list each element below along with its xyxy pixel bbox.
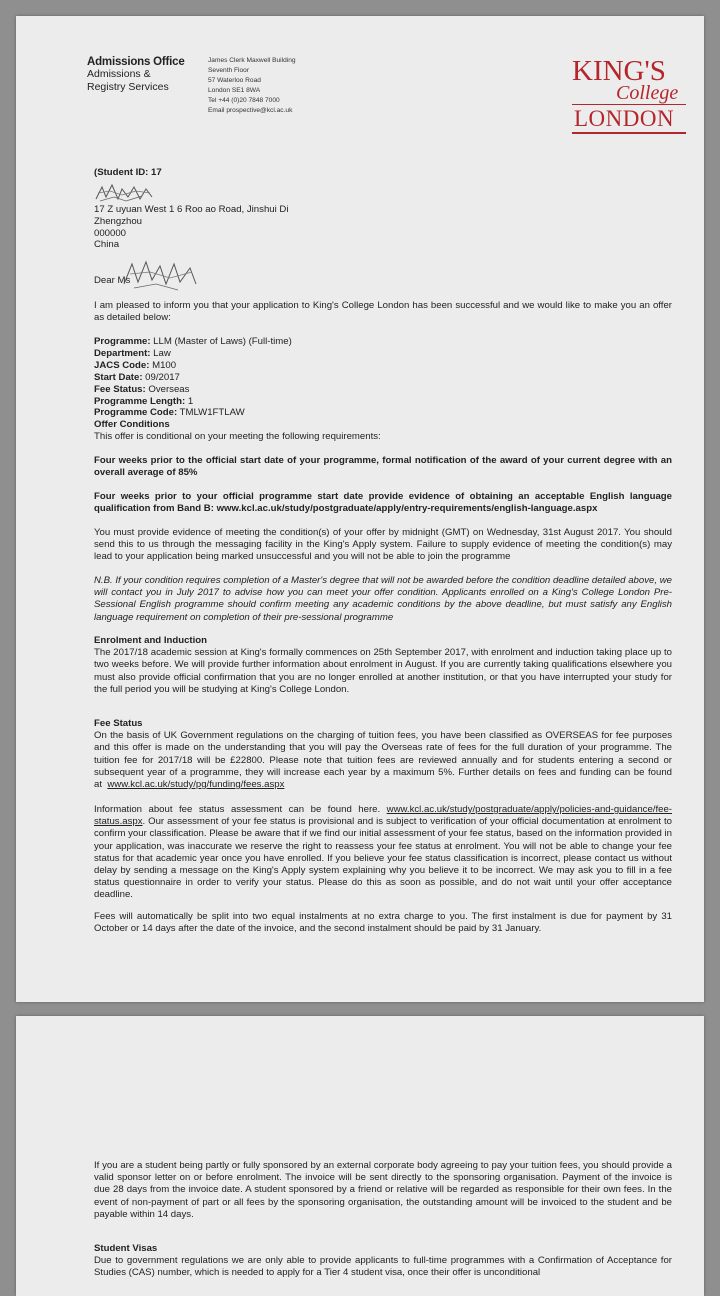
- enrolment-heading: Enrolment and Induction: [94, 635, 207, 646]
- office-subtitle-2: Registry Services: [87, 81, 169, 93]
- address-line: Seventh Floor: [208, 67, 250, 75]
- logo-rule: [572, 104, 686, 105]
- fee-status-section: [94, 718, 672, 791]
- programme-details: [94, 336, 672, 443]
- detail-label: Programme Length:: [94, 395, 186, 407]
- detail-value: Law: [150, 347, 171, 359]
- fees-link[interactable]: www.kcl.ac.uk/study/pg/funding/fees.aspx: [107, 779, 285, 791]
- condition-2: Four weeks prior to your official programme start date provide evidence of obtaining an acceptable English language qualification from Band B: www.kcl.ac.uk/study/postgraduate/apply/entry-requirements/english-language.aspx: [94, 491, 672, 515]
- logo-rule: [572, 132, 686, 134]
- intro-paragraph: I am pleased to inform you that your application to King's College London has been successful and we would like to make you an offer as detailed below:: [94, 300, 672, 324]
- address-city: Zhengzhou: [94, 215, 143, 227]
- logo-kings: KING'S: [572, 55, 666, 87]
- sponsor-paragraph: If you are a student being partly or fully sponsored by an external corporate body agreeing to pay your tuition fees, you should provide a valid sponsor letter on or before enrolment. The invoice will be sent directly to the sponsoring organisation. Payment of the invoice is due 28 days from the invoice date. A student sponsored by a friend or relative will be regarded as responsible for their own fees. In the event of non-payment of part or all fees by the sponsoring organisation, the outstanding amount will be invoiced to the student and be payable within 14 days.: [94, 1160, 672, 1220]
- office-title: Admissions Office: [87, 56, 185, 68]
- detail-value: 1: [185, 395, 194, 407]
- enrolment-text: The 2017/18 academic session at King's formally commences on 25th September 2017, with enrolment and induction taking place up to two weeks before. We will provide further information about enrolment in August. If you are currently taking qualifications elsewhere you must also provide official confirmation that you are no longer enrolled at another institution, or that you have interrupted your study for the full period you will be studying at King's College London.: [94, 647, 672, 695]
- address-line: Tel +44 (0)20 7848 7000: [208, 97, 280, 105]
- fee-text-3: Fees will automatically be split into two equal instalments at no extra charge to you. The first instalment is due for payment by 31 October or 14 days after the date of the invoice, and the second instalment should be paid by 31 January.: [94, 911, 672, 935]
- detail-label: Department:: [94, 347, 151, 359]
- detail-row: [94, 384, 672, 396]
- address-line-1: 17 Z uyuan West 1 6 Roo ao Road, Jinshui Di: [94, 204, 289, 215]
- fee-text-2-body: . Our assessment of your fee status is provisional and is subject to verification of your official documentation at enrolment to confirm your classification. Please be aware that if we find our initial assessment of your fee status, based on the information provided in your application, was inaccurate we reserve the right to reassess your fee status at enrolment. You will not be able to change your fee status for that academic year once you have enrolled. If you believe your fee status classification is incorrect, please contact us without delay by sending a message on the King's Apply system explaining why you believe it to be incorrect. We may ask you to fill in a fee status questionnaire in order to verify your status. Please do this as soon as possible, and do not wait until your offer acceptance deadline.: [94, 816, 672, 901]
- recipient-block: [94, 167, 394, 179]
- fee-text-1: [94, 730, 672, 791]
- logo-london: LONDON: [574, 106, 675, 131]
- fee-text-2: Information about fee status assessment can be found here. www.kcl.ac.uk/study/postgraduate/apply/policies-and-guidance/fee-status.aspx. Our assessment of your fee status is provisional and is subject to verification of your official documentation at enrolment to confirm your classification. Please be aware that if we find our initial assessment of your fee status, based on the information provided in your application, was inaccurate we reserve the right to reassess your fee status at enrolment. You will not be able to change your fee status for that academic year once you have enrolled. If you believe your fee status classification is incorrect, please contact us without delay by sending a message on the King's Apply system explaining why you believe it to be incorrect. We may ask you to fill in a fee status questionnaire in order to verify your status. Please do this as soon as possible, and do not wait until your offer acceptance deadline.: [94, 804, 672, 901]
- detail-row: [94, 360, 672, 372]
- office-subtitle-1: Admissions &: [87, 68, 151, 80]
- offer-conditions-heading: Offer Conditions: [94, 419, 170, 431]
- detail-value: TMLW1FTLAW: [177, 407, 245, 419]
- fee-status-heading: Fee Status: [94, 718, 143, 729]
- logo-college: College: [616, 82, 679, 104]
- detail-row: [94, 336, 672, 348]
- redaction-scribble: [120, 254, 200, 294]
- student-visas-heading: Student Visas: [94, 1243, 158, 1254]
- letter-page-2: [16, 1016, 704, 1296]
- detail-label: Programme Code:: [94, 407, 178, 419]
- address-line: Email prospective@kcl.ac.uk: [208, 107, 293, 115]
- kings-college-london-logo: [572, 55, 686, 135]
- salutation: Dear Ms: [94, 275, 131, 286]
- detail-value: Overseas: [145, 383, 190, 395]
- detail-label: Start Date:: [94, 371, 143, 383]
- letter-page-1: [16, 16, 704, 1002]
- redaction-scribble: [92, 181, 156, 205]
- detail-row: [94, 407, 672, 419]
- fee-status-link[interactable]: www.kcl.ac.uk/study/postgraduate/apply/policies-and-guidance/fee-status.aspx: [94, 804, 672, 828]
- student-visas-text: Due to government regulations we are only able to provide applicants to full-time programmes with a Confirmation of Acceptance for Studies (CAS) number, which is needed to apply for a Tier 4 student visa, once their offer is unconditional: [94, 1255, 672, 1279]
- enrolment-section: [94, 635, 672, 696]
- address-postcode: 000000: [94, 227, 127, 239]
- detail-label: Programme:: [94, 336, 151, 347]
- detail-row: [94, 396, 672, 408]
- offer-conditions-text: This offer is conditional on your meeting the following requirements:: [94, 431, 381, 443]
- address-line: James Clerk Maxwell Building: [208, 57, 296, 64]
- fee-text-1-body: On the basis of UK Government regulations on the charging of tuition fees, you have been classified as OVERSEAS for fee purposes and this offer is made on the understanding that you will pay the Overseas rate of fees for the full duration of your programme. The tuition fee for 2017/18 will be £22800. Please note that tuition fees are reviewed annually and for students entering a second or subsequent year of a programme, they will increase each year by a maximum 5%. Further details on fees and funding can be found at: [94, 730, 672, 791]
- student-id: (Student ID: 17: [94, 167, 162, 178]
- fee-text-2-intro: Information about fee status assessment can be found here: [94, 804, 378, 815]
- address-line: London SE1 8WA: [208, 87, 261, 95]
- detail-value: 09/2017: [142, 371, 180, 383]
- detail-row: [94, 348, 672, 360]
- office-address: [208, 56, 338, 117]
- office-block: [87, 56, 185, 94]
- detail-value: LLM (Master of Laws) (Full-time): [150, 336, 292, 347]
- address-line: 57 Waterloo Road: [208, 77, 261, 85]
- address-country: China: [94, 239, 120, 251]
- detail-value: M100: [149, 359, 177, 371]
- condition-1: Four weeks prior to the official start date of your programme, formal notification of the award of your current degree with an overall average of 85%: [94, 455, 672, 479]
- detail-label: JACS Code:: [94, 359, 150, 371]
- nb-paragraph: N.B. If your condition requires completion of a Master's degree that will not be awarded before the condition deadline detailed above, we will contact you in July 2017 to advise how you can meet your offer condition. Applicants enrolled on a King's College London Pre-Sessional English programme should confirm meeting any academic conditions by the above deadline, but must satisfy any English language requirement on completion of their pre-sessional programme: [94, 575, 672, 623]
- detail-label: Fee Status:: [94, 383, 146, 395]
- recipient-address: [94, 204, 414, 251]
- condition-deadline: You must provide evidence of meeting the condition(s) of your offer by midnight (GMT) on Wednesday, 31st August 2017. You should send this to us through the messaging facility in the King's Apply system. Failure to supply evidence of meeting the condition(s) may lead to your application being marked unsuccessful and you will not be able to join the programme: [94, 527, 672, 563]
- detail-row: [94, 372, 672, 384]
- student-visas-section: [94, 1243, 672, 1280]
